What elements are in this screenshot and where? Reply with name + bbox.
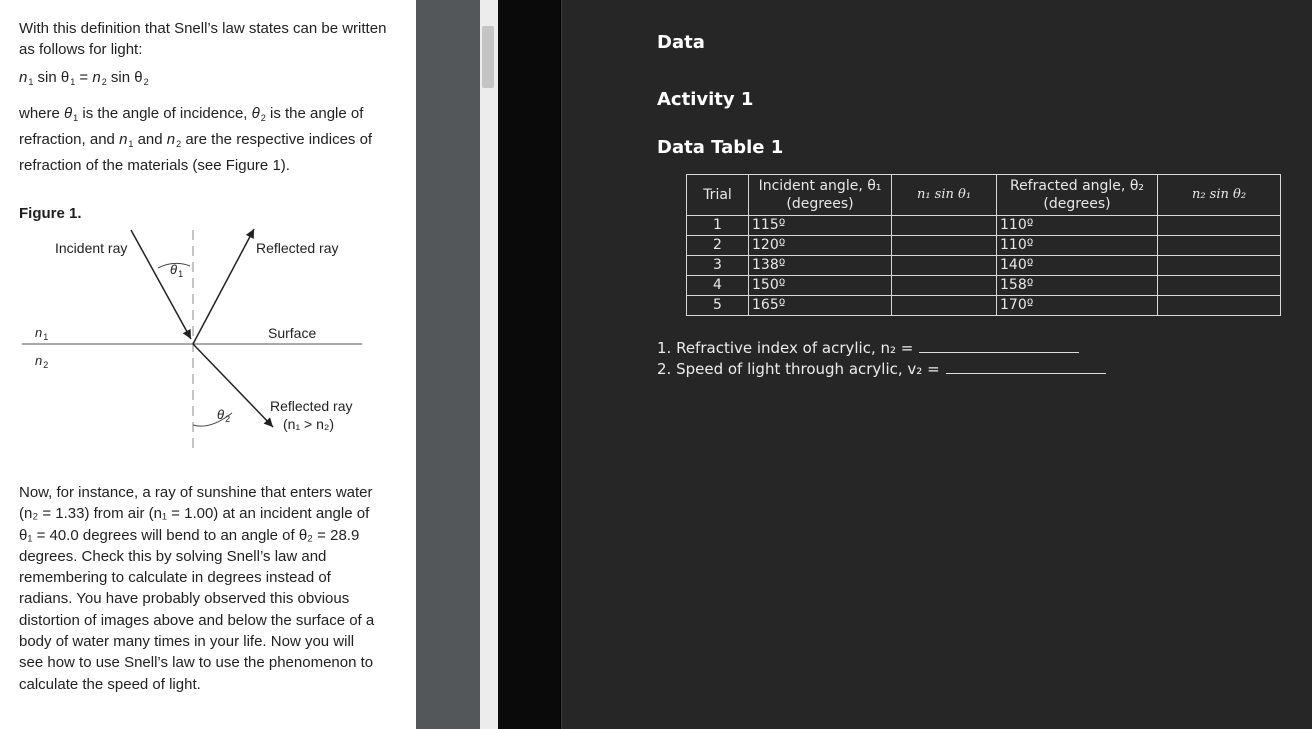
- cell-n2sin[interactable]: [1158, 216, 1281, 236]
- cell-refracted[interactable]: 140º: [997, 256, 1158, 276]
- reflected-ray: [193, 229, 254, 344]
- data-table-1: [686, 174, 1281, 316]
- cell-n1sin[interactable]: [892, 256, 997, 276]
- surface-label: Surface: [268, 325, 317, 341]
- cell-incident[interactable]: 138º: [749, 256, 892, 276]
- cell-incident[interactable]: 150º: [749, 276, 892, 296]
- answer-blank-2[interactable]: [946, 359, 1106, 374]
- theta2-label: $\theta_2$: [217, 407, 231, 424]
- cell-refracted[interactable]: 158º: [997, 276, 1158, 296]
- cell-n2sin[interactable]: [1158, 276, 1281, 296]
- cell-incident[interactable]: 120º: [749, 236, 892, 256]
- definition-paragraph: where $\theta_1$ is the angle of incidence, $\theta_2$ is the angle of refraction, and $n_1$ and $n_2$ are the respective indices of refraction of the materials (see Figure 1).: [19, 105, 373, 174]
- pane-divider: [416, 0, 480, 729]
- cell-n1sin[interactable]: [892, 276, 997, 296]
- table-row: [687, 296, 1281, 316]
- table-row: [687, 256, 1281, 276]
- table-row: [687, 276, 1281, 296]
- cell-refracted[interactable]: 170º: [997, 296, 1158, 316]
- scrollbar-track[interactable]: [480, 0, 498, 729]
- answer-blank-1[interactable]: [919, 338, 1079, 353]
- header-n1-sin: n₁ sin θ₁: [892, 175, 997, 216]
- question-2: 2. Speed of light through acrylic, v₂ =: [657, 359, 1106, 378]
- cell-n1sin[interactable]: [892, 216, 997, 236]
- refracted-ray: [193, 344, 273, 427]
- cell-n2sin[interactable]: [1158, 256, 1281, 276]
- question-1: 1. Refractive index of acrylic, n₂ =: [657, 338, 1079, 357]
- eq-n1: n: [19, 69, 28, 86]
- document-page: [561, 0, 1312, 729]
- reading-pane: [0, 0, 416, 729]
- intro-paragraph: With this definition that Snell’s law states can be written as follows for light:: [19, 20, 387, 58]
- cell-n1sin[interactable]: [892, 236, 997, 256]
- document-margin: [498, 0, 560, 729]
- scrollbar-thumb[interactable]: [482, 26, 494, 88]
- cell-n2sin[interactable]: [1158, 296, 1281, 316]
- cell-n1sin[interactable]: [892, 296, 997, 316]
- incident-ray-label: Incident ray: [55, 240, 128, 256]
- data-heading: Data: [657, 32, 705, 53]
- cell-trial: 5: [687, 296, 749, 316]
- table-heading: Data Table 1: [657, 137, 784, 158]
- activity-heading: Activity 1: [657, 89, 754, 110]
- table-row: [687, 216, 1281, 236]
- header-refracted-angle: Refracted angle, θ₂ (degrees): [997, 175, 1158, 216]
- header-incident-angle: Incident angle, θ₁ (degrees): [749, 175, 892, 216]
- cell-incident[interactable]: 115º: [749, 216, 892, 236]
- cell-trial: 2: [687, 236, 749, 256]
- example-paragraph: Now, for instance, a ray of sunshine that enters water (n₂ = 1.33) from air (n₁ = 1.00) at an incident angle of θ₁ = 40.0 degrees will bend to an angle of θ₂ = 28.9 degrees. Check this by solving Snell’s law and remembering to calculate in degrees instead of radians. You have probably observed this obvious distortion of images above and below the surface of a body of water many times in your life. Now you will see how to use Snell’s law to use the phenomenon to calculate the speed of light.: [19, 484, 375, 693]
- header-n2-sin: n₂ sin θ₂: [1158, 175, 1281, 216]
- eq-sin1: sin θ: [37, 69, 70, 86]
- table-header-row: [687, 175, 1281, 216]
- header-trial: Trial: [687, 175, 749, 216]
- table-row: [687, 236, 1281, 256]
- snells-law-equation: $n_1$ $\sin \theta_1 = n_2$ $\sin \theta_2$: [19, 69, 149, 87]
- n1-label: $n_1$: [35, 325, 49, 342]
- cell-refracted[interactable]: 110º: [997, 216, 1158, 236]
- cell-incident[interactable]: 165º: [749, 296, 892, 316]
- cell-trial: 4: [687, 276, 749, 296]
- cell-trial: 3: [687, 256, 749, 276]
- reflected-ray-label: Reflected ray: [256, 240, 339, 256]
- refracted-ray-label: Reflected ray: [270, 398, 353, 414]
- eq-n2: n: [92, 69, 101, 86]
- figure-title: Figure 1.: [19, 205, 82, 222]
- n2-label: $n_2$: [35, 353, 49, 370]
- cell-refracted[interactable]: 110º: [997, 236, 1158, 256]
- index-condition-label: (n₁ > n₂): [283, 416, 335, 432]
- cell-trial: 1: [687, 216, 749, 236]
- eq-sin2: sin θ: [110, 69, 143, 86]
- cell-n2sin[interactable]: [1158, 236, 1281, 256]
- theta1-label: $\theta_1$: [170, 262, 184, 279]
